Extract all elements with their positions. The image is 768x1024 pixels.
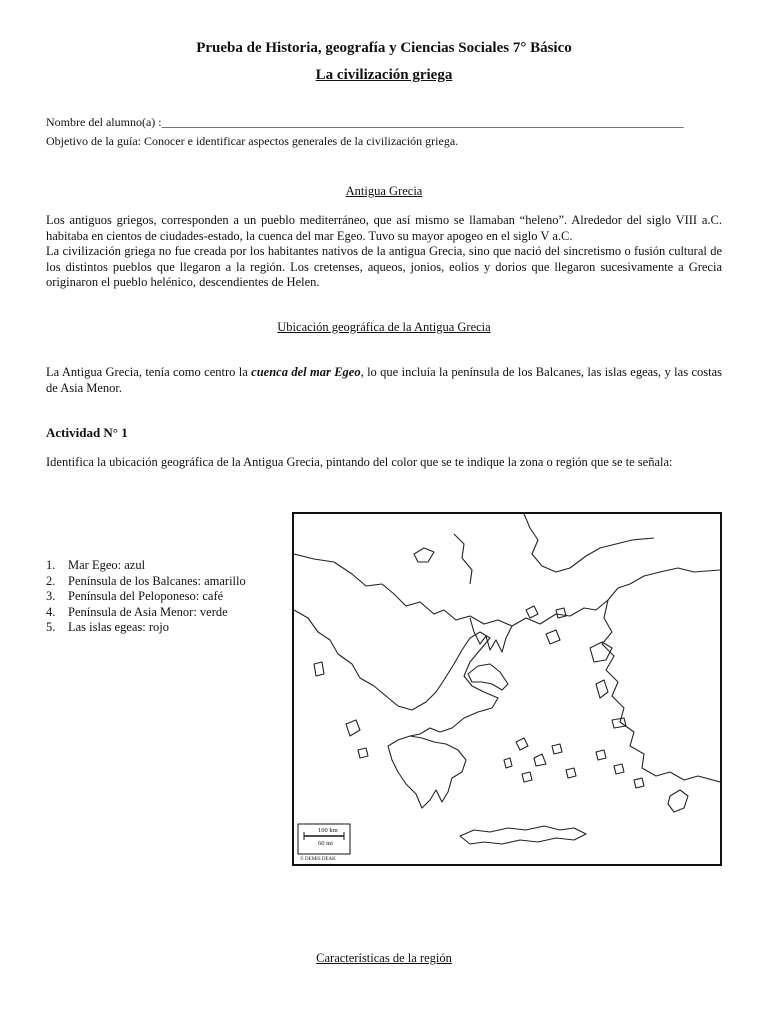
samos-island [612,718,626,728]
scale-mi-label: 60 mi [318,840,333,847]
dodecanese-island [614,764,624,774]
cyclades-island [552,744,562,754]
section-heading-antigua-grecia: Antigua Grecia [345,184,423,198]
location-text-end: , lo que incluía la península de los Balcanes, las islas egeas, y las costas de Asia Menor. [46,365,722,395]
section-text-antigua-grecia [46,213,722,291]
list-item-text: Península de Asia Menor: verde [68,604,228,619]
list-item [46,620,276,636]
list-item-text: Las islas egeas: rojo [68,620,170,634]
samothrace-island [556,608,566,618]
activity-instruction-text: Identifica la ubicación geográfica de la Antigua Grecia, pintando del color que se te indique la zona o región que se te señala: [46,455,673,469]
lemnos-island [546,630,560,644]
river-detail [454,534,472,584]
student-name-field[interactable]: Nombre del alumno(a) :_______________________________________________________________________________________ [46,115,684,129]
euboea-island [468,664,508,690]
chios-island [596,680,608,698]
lesbos-island [590,642,612,662]
kefalonia-island [346,720,360,736]
list-item [46,574,276,590]
scale-km-label: 100 km [318,827,338,834]
list-item-number: 2. [46,573,56,588]
location-text-start: La Antigua Grecia, tenía como centro la [46,365,252,379]
list-item-number: 1. [46,558,56,572]
section-heading-caracteristicas: Características de la región [316,951,452,965]
zakynthos-island [358,748,368,758]
page-title: Prueba de Historia, geografía y Ciencias Sociales 7° Básico [196,40,572,56]
corfu-island [314,662,324,676]
activity-title: Actividad N° 1 [46,425,128,440]
section-text-ubicacion [46,365,722,396]
dodecanese-island [596,750,606,760]
activity-list [46,558,276,636]
mainland-greece [294,610,498,736]
map-drawing [294,514,720,864]
paragraph-location [46,365,722,396]
bosporus-coast [608,568,720,600]
list-item-text: Península del Peloponeso: café [68,589,224,603]
map-scale [298,824,350,862]
list-item-number: 3. [46,589,56,603]
cyclades-island [566,768,576,778]
crete-island [460,826,586,844]
page-subtitle: La civilización griega [315,67,453,83]
dodecanese-island [634,778,644,788]
objective-text: Objetivo de la guía: Conocer e identificar aspectos generales de la civilización griega. [46,134,459,148]
rhodes-island [668,790,688,812]
lake-detail [414,548,434,562]
asia-minor-coast [602,600,720,782]
map-copyright: © DEMIS DEAK [300,857,336,862]
section-heading-ubicacion: Ubicación geográfica de la Antigua Grecia [277,320,491,334]
list-item-text: Península de los Balcanes: amarillo [68,573,246,588]
cyclades-island [516,738,528,750]
thasos-island [526,606,538,618]
activity-instruction [46,455,722,471]
list-item [46,605,276,621]
location-emphasis: cuenca del mar Egeo [251,365,361,379]
list-item [46,558,276,574]
black-sea-coast [524,514,654,572]
paragraph-origin: La civilización griega no fue creada por los habitantes nativos de la antigua Grecia, sino que nació del sincretismo o fusión cultural de los distintos pueblos que llegaron a la región. Los cretenses, aqueos, jonios, eolios y dorios que llegaron sucesivamente a Grecia originaron el pueblo helénico, descendientes de Helen. [46,244,722,289]
greece-outline-map[interactable] [292,512,722,866]
balkan-coastline [294,554,608,626]
cyclades-island [504,758,512,768]
list-item-number: 4. [46,604,56,619]
cyclades-island [522,772,532,782]
peloponnese [388,736,466,808]
paragraph-intro: Los antiguos griegos, corresponden a un pueblo mediterráneo, que así mismo se llamaban “heleno”. Alrededor del siglo VIII a.C. habitaba en cientos de ciudades-estado, la cuenca del mar Egeo. Tuvo su mayor apogeo en el siglo V a.C. [46,213,722,243]
list-item [46,589,276,605]
cyclades-island [534,754,546,766]
list-item-number: 5. [46,620,56,634]
list-item-text: Mar Egeo: azul [68,558,146,572]
